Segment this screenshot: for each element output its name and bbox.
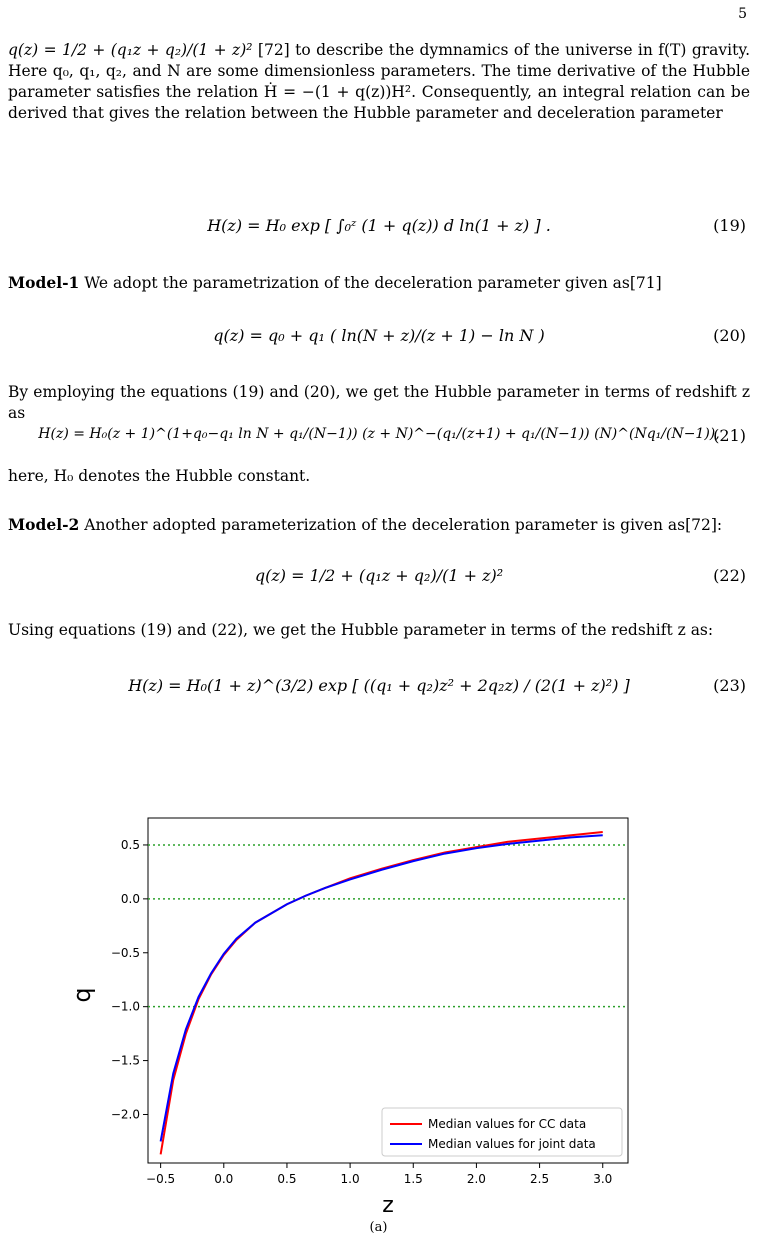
- intro-text: to describe the dymnamics of the universe in f(T) gravity. Here q₀, q₁, q₂, and N are some dimensionless parameters. The time derivative of the Hubble parameter satisfies the relation Ḣ = −(1 + q(z))H². Consequently, an integral relation can be derived that gives the relation between the Hubble parameter and deceleration parameter: [8, 41, 750, 122]
- model-1-label: Model-1: [8, 273, 80, 292]
- equation-19-number: (19): [713, 216, 746, 235]
- deceleration-parameter-chart: [60, 810, 710, 1230]
- series-line-1: [161, 835, 603, 1141]
- x-tick-label: 0.5: [277, 1172, 297, 1186]
- y-axis-label: q: [68, 987, 96, 1003]
- equation-21-body: H(z) = H₀(z + 1)^(1+q₀−q₁ ln N + q₁/(N−1)) (z + N)^−(q₁/(z+1) + q₁/(N−1)) (N)^(Nq₁/(N−1)),: [38, 426, 720, 442]
- equation-22-number: (22): [713, 566, 746, 585]
- x-tick-label: 0.0: [214, 1172, 234, 1186]
- equation-20: [8, 322, 750, 352]
- y-tick-label: −1.5: [110, 1053, 140, 1068]
- hubble-constant-note: here, H₀ denotes the Hubble constant.: [8, 467, 311, 485]
- x-tick-label: 1.0: [340, 1172, 360, 1186]
- x-tick-label: 1.5: [403, 1172, 423, 1186]
- y-tick-label: 0.0: [120, 891, 140, 906]
- equation-19-body: H(z) = H₀ exp [ ∫₀ᶻ (1 + q(z)) d ln(1 + z) ] .: [207, 216, 551, 235]
- x-tick-label: 2.0: [466, 1172, 486, 1186]
- y-tick-label: −0.5: [110, 945, 140, 960]
- x-tick-label: −0.5: [146, 1172, 176, 1186]
- equation-23-number: (23): [713, 676, 746, 695]
- lead-formula: q(z) = 1/2 + (q₁z + q₂)/(1 + z)²: [8, 41, 253, 59]
- legend-label-cc: Median values for CC data: [428, 1117, 587, 1131]
- equation-23-body: H(z) = H₀(1 + z)^(3/2) exp [ ((q₁ + q₂)z² + 2q₂z) / (2(1 + z)²) ]: [128, 676, 630, 695]
- model-2-paragraph: [8, 514, 750, 536]
- equation-21: [8, 422, 750, 452]
- model-2-label: Model-2: [8, 515, 80, 534]
- y-tick-label: 0.5: [120, 837, 140, 852]
- model-2-text: Another adopted parameterization of the deceleration parameter is given as[72]:: [84, 516, 723, 534]
- equation-19: [8, 212, 750, 242]
- equation-23: [8, 672, 750, 702]
- intro-paragraph: [8, 40, 750, 124]
- citation: [72]: [257, 41, 290, 59]
- model-1-paragraph: [8, 272, 750, 294]
- legend: [382, 1108, 622, 1156]
- series-line-0: [161, 832, 603, 1154]
- legend-label-joint: Median values for joint data: [428, 1137, 596, 1151]
- model-1-text: We adopt the parametrization of the deceleration parameter given as[71]: [84, 274, 662, 292]
- y-tick-label: −1.0: [110, 999, 140, 1014]
- figure-caption: (a): [369, 1220, 388, 1235]
- equation-22-body: q(z) = 1/2 + (q₁z + q₂)/(1 + z)²: [254, 566, 504, 585]
- redshift-paragraph: By employing the equations (19) and (20), we get the Hubble parameter in terms of redshift z as: [8, 383, 750, 422]
- equation-20-body: q(z) = q₀ + q₁ ( ln(N + z)/(z + 1) − ln N ): [213, 326, 545, 345]
- model-2-hubble-paragraph: Using equations (19) and (22), we get the Hubble parameter in terms of the redshift z as:: [8, 621, 714, 639]
- x-axis-label: z: [382, 1193, 394, 1218]
- equation-21-number: (21): [713, 426, 746, 445]
- x-tick-label: 3.0: [593, 1172, 613, 1186]
- equation-22: [8, 562, 750, 592]
- y-tick-label: −2.0: [110, 1107, 140, 1122]
- equation-20-number: (20): [713, 326, 746, 345]
- x-tick-label: 2.5: [530, 1172, 550, 1186]
- page-number: 5: [738, 6, 747, 22]
